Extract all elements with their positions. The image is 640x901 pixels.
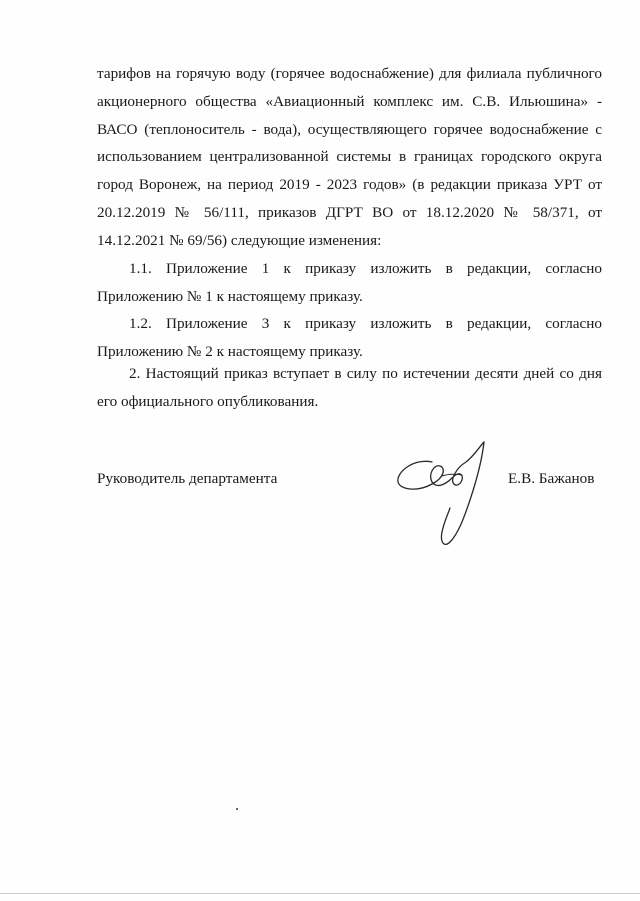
item-1-1: 1.1. Приложение 1 к приказу изложить в редакции, согласно Приложению № 1 к настоящему приказу. [97,260,602,305]
handwritten-signature [392,438,502,550]
signatory-name: Е.В. Бажанов [508,470,595,487]
signatory-position: Руководитель департамента [97,470,278,487]
item-1-2: 1.2. Приложение 3 к приказу изложить в редакции, согласно Приложению № 2 к настоящему приказу. [97,315,602,360]
scan-edge-line [0,893,640,894]
item-2: 2. Настоящий приказ вступает в силу по истечении десяти дней со дня его официального опубликования. [97,365,602,410]
scan-speck [236,808,238,810]
paragraph-changes-intro: тарифов на горячую воду (горячее водоснабжение) для филиала публичного акционерного общества «Авиационный комплекс им. С.В. Ильюшина» - ВАСО (теплоноситель - вода), осуществляющего горячее водоснабжение с использованием централизованной системы в границах городского округа город Воронеж, на период 2019 - 2023 годов» (в редакции приказа УРТ от 20.12.2019 № 56/111, приказов ДГРТ ВО от 18.12.2020 № 58/371, от 14.12.2021 № 69/56) следующие изменения: [97,65,602,249]
